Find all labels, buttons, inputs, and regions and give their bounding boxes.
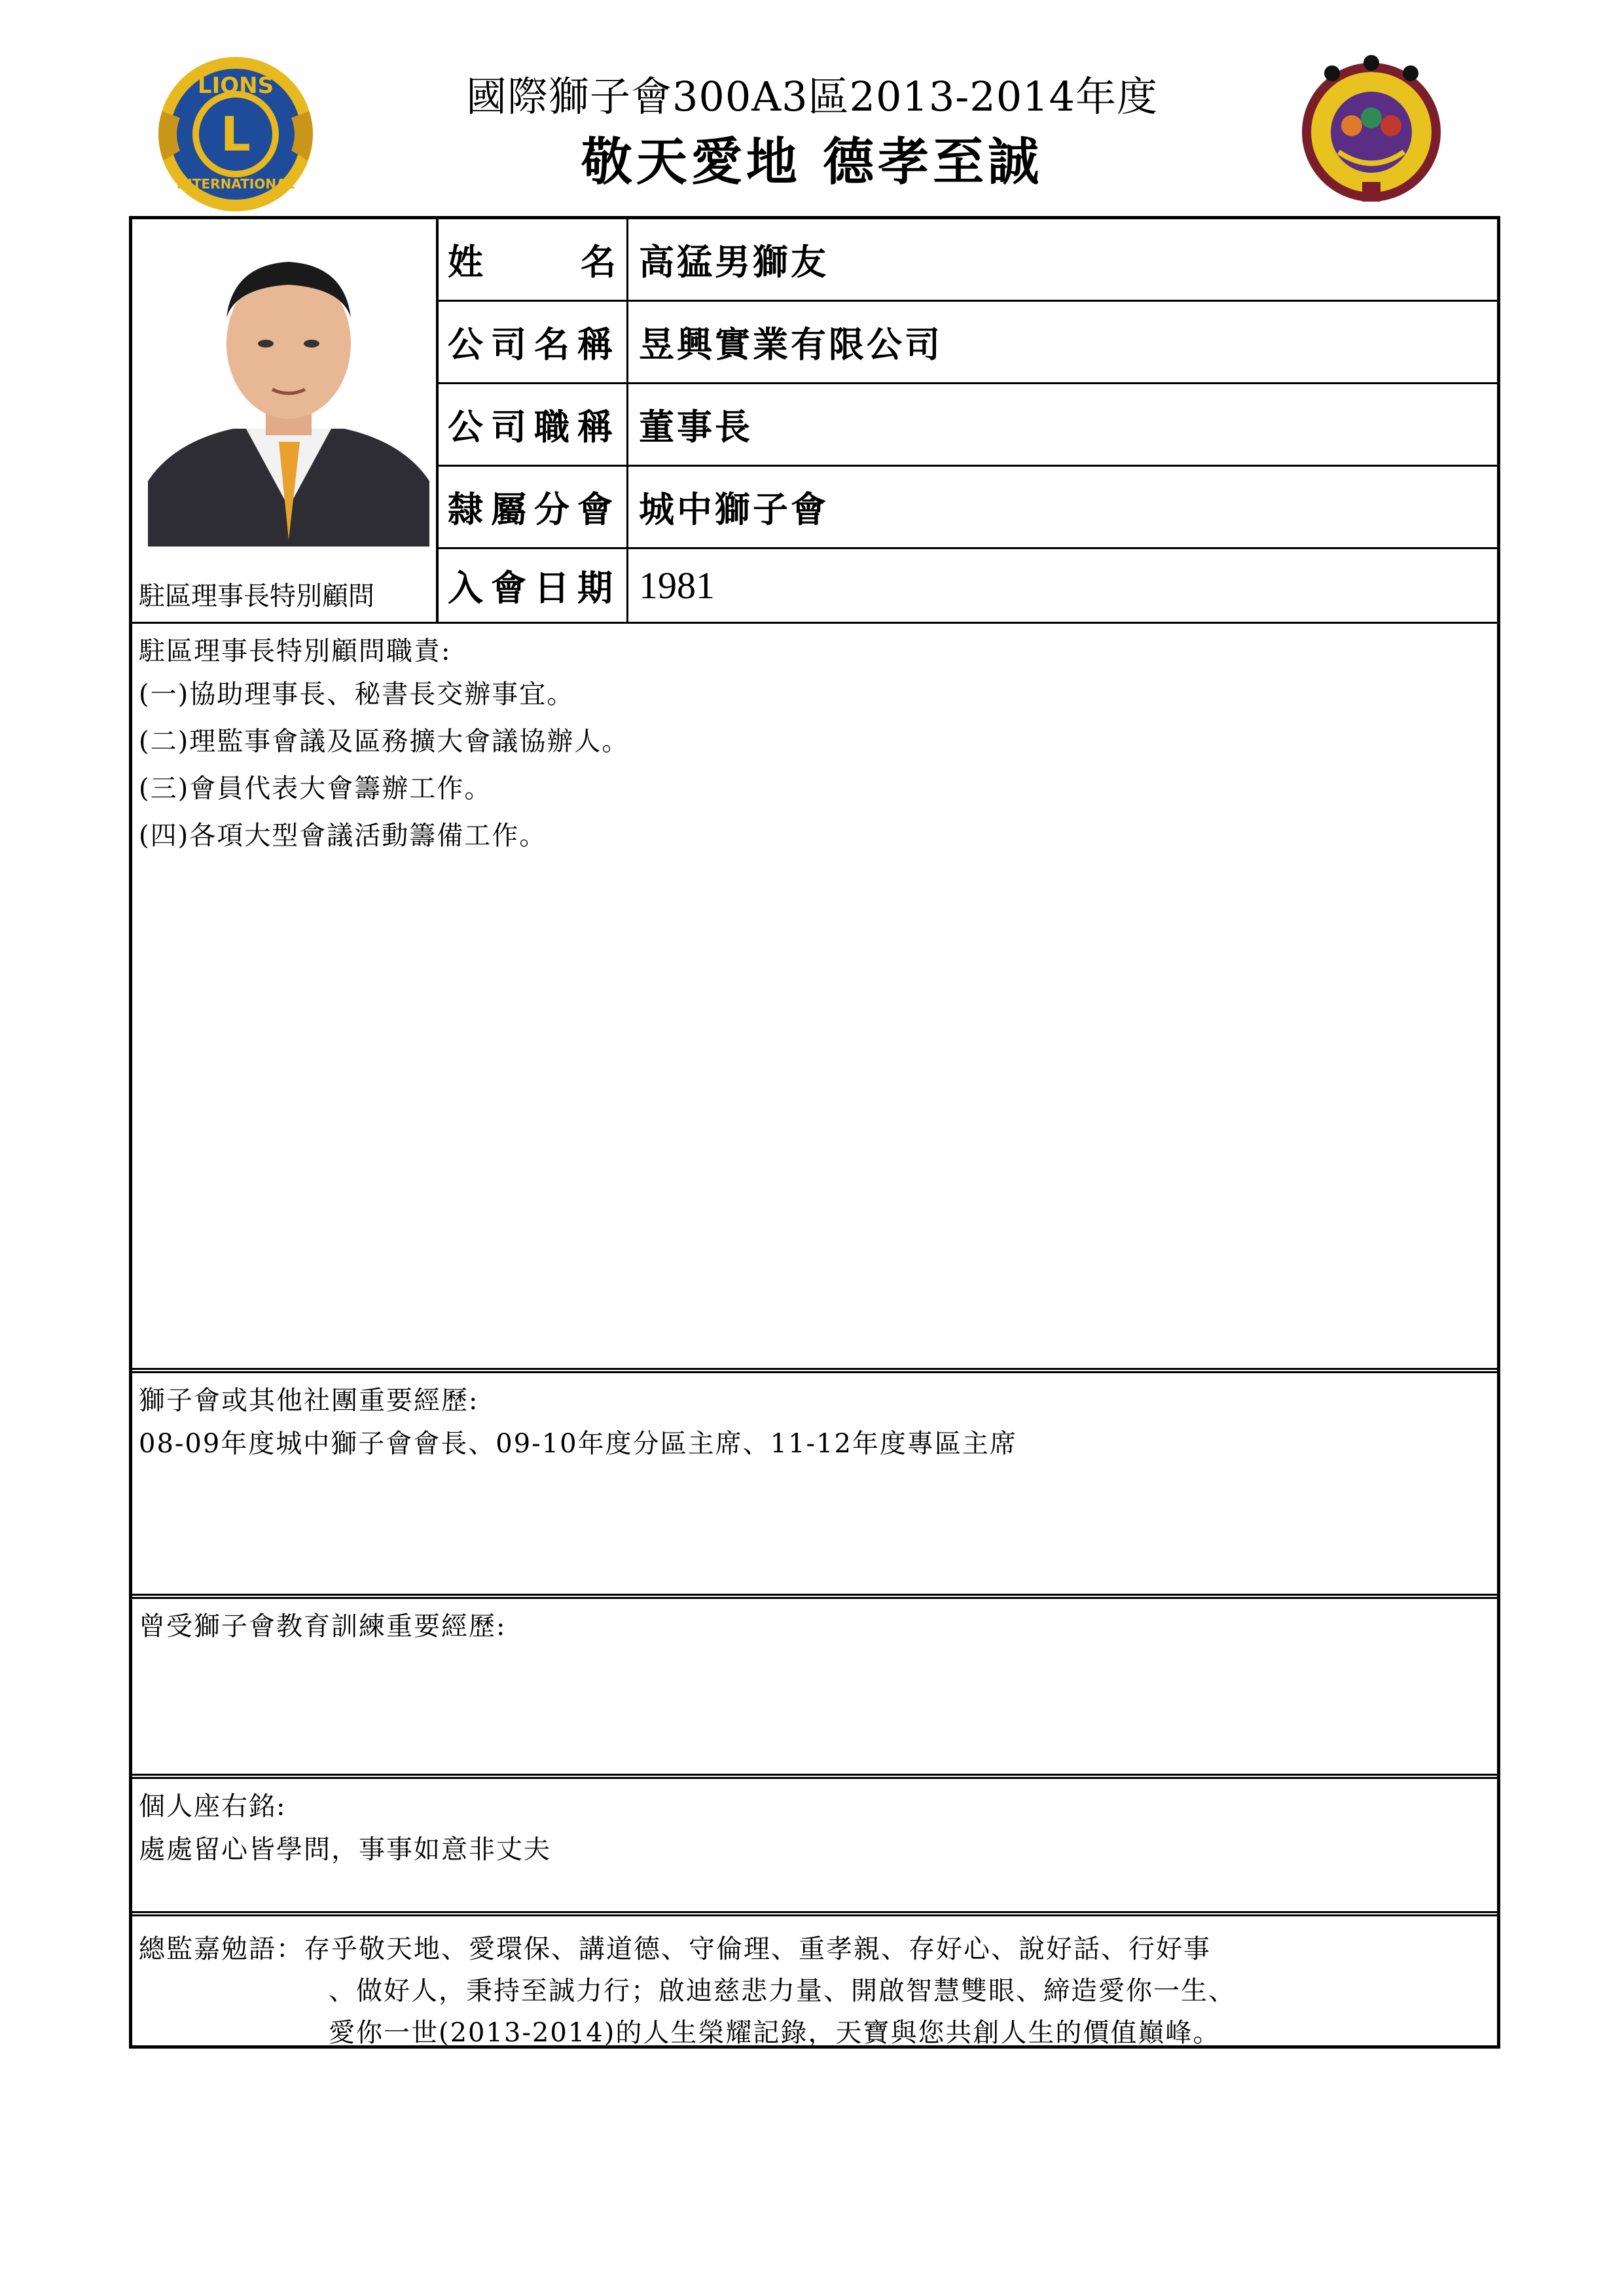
field-value-join-date: 1981 — [639, 564, 715, 607]
field-label-join-date: 入會日期 — [439, 549, 628, 622]
field-row-company — [439, 302, 1497, 384]
field-row-club — [439, 467, 1497, 549]
field-label-name: 姓 名 — [439, 219, 628, 300]
motto-text: 處處留心皆學問，事事如意非丈夫 — [139, 1835, 551, 1865]
field-row-join-date — [439, 549, 1497, 622]
duties-section — [132, 622, 1497, 1368]
field-value-club: 城中獅子會 — [639, 488, 829, 530]
svg-text:INTERNATIONAL: INTERNATIONAL — [176, 176, 295, 192]
motto-section — [132, 1774, 1497, 1911]
governor-message-line: 總監嘉勉語：存乎敬天地、愛環保、講道德、守倫理、重孝親、存好心、說好話、行好事 — [139, 1934, 1211, 1964]
training-section — [132, 1594, 1497, 1774]
field-row-name — [439, 219, 1497, 302]
field-value-company: 昱興實業有限公司 — [639, 323, 943, 365]
motto-heading: 個人座右銘: — [139, 1791, 287, 1821]
career-text: 08-09年度城中獅子會會長、09-10年度分區主席、11-12年度專區主席 — [139, 1429, 1017, 1459]
position-caption: 駐區理事長特別顧問 — [139, 581, 374, 611]
duty-item: (三)會員代表大會籌辦工作。 — [139, 774, 492, 804]
district-year-title: 國際獅子會300A3區2013-2014年度 — [465, 73, 1159, 120]
svg-text:LIONS: LIONS — [197, 73, 274, 99]
career-section — [132, 1368, 1497, 1594]
field-label-company: 公司名稱 — [439, 302, 628, 382]
page-header — [0, 0, 1624, 216]
field-value-job-title: 董事長 — [639, 406, 753, 448]
profile-fields — [439, 219, 1497, 622]
field-label-club: 隸屬分會 — [439, 467, 628, 547]
field-value-name: 高猛男獅友 — [639, 241, 829, 283]
member-portrait-photo — [148, 232, 429, 547]
governor-message-line: 、做好人，秉持至誠力行；啟迪慈悲力量、開啟智慧雙眼、締造愛你一生、 — [329, 1976, 1236, 2006]
theme-title: 敬天愛地 德孝至誠 — [581, 132, 1043, 192]
duty-item: (二)理監事會議及區務擴大會議協辦人。 — [139, 726, 630, 757]
governor-message-section — [132, 1911, 1497, 2048]
governor-message-line: 愛你一世(2013-2014)的人生榮耀記錄，天寶與您共創人生的價值巔峰。 — [329, 2018, 1221, 2048]
duty-item: (四)各項大型會議活動籌備工作。 — [139, 821, 547, 851]
field-label-job-title: 公司職稱 — [439, 384, 628, 465]
field-row-job-title — [439, 384, 1497, 467]
photo-cell — [132, 219, 439, 622]
duty-item: (一)協助理事長、秘書長交辦事宜。 — [139, 679, 575, 709]
career-heading: 獅子會或其他社團重要經歷: — [139, 1386, 479, 1416]
svg-text:L: L — [221, 107, 251, 162]
district-emblem-logo — [1299, 54, 1443, 211]
member-profile-sheet — [129, 216, 1500, 2049]
training-heading: 曾受獅子會教育訓練重要經歷: — [139, 1611, 507, 1641]
duties-heading: 駐區理事長特別顧問職責: — [139, 636, 452, 666]
